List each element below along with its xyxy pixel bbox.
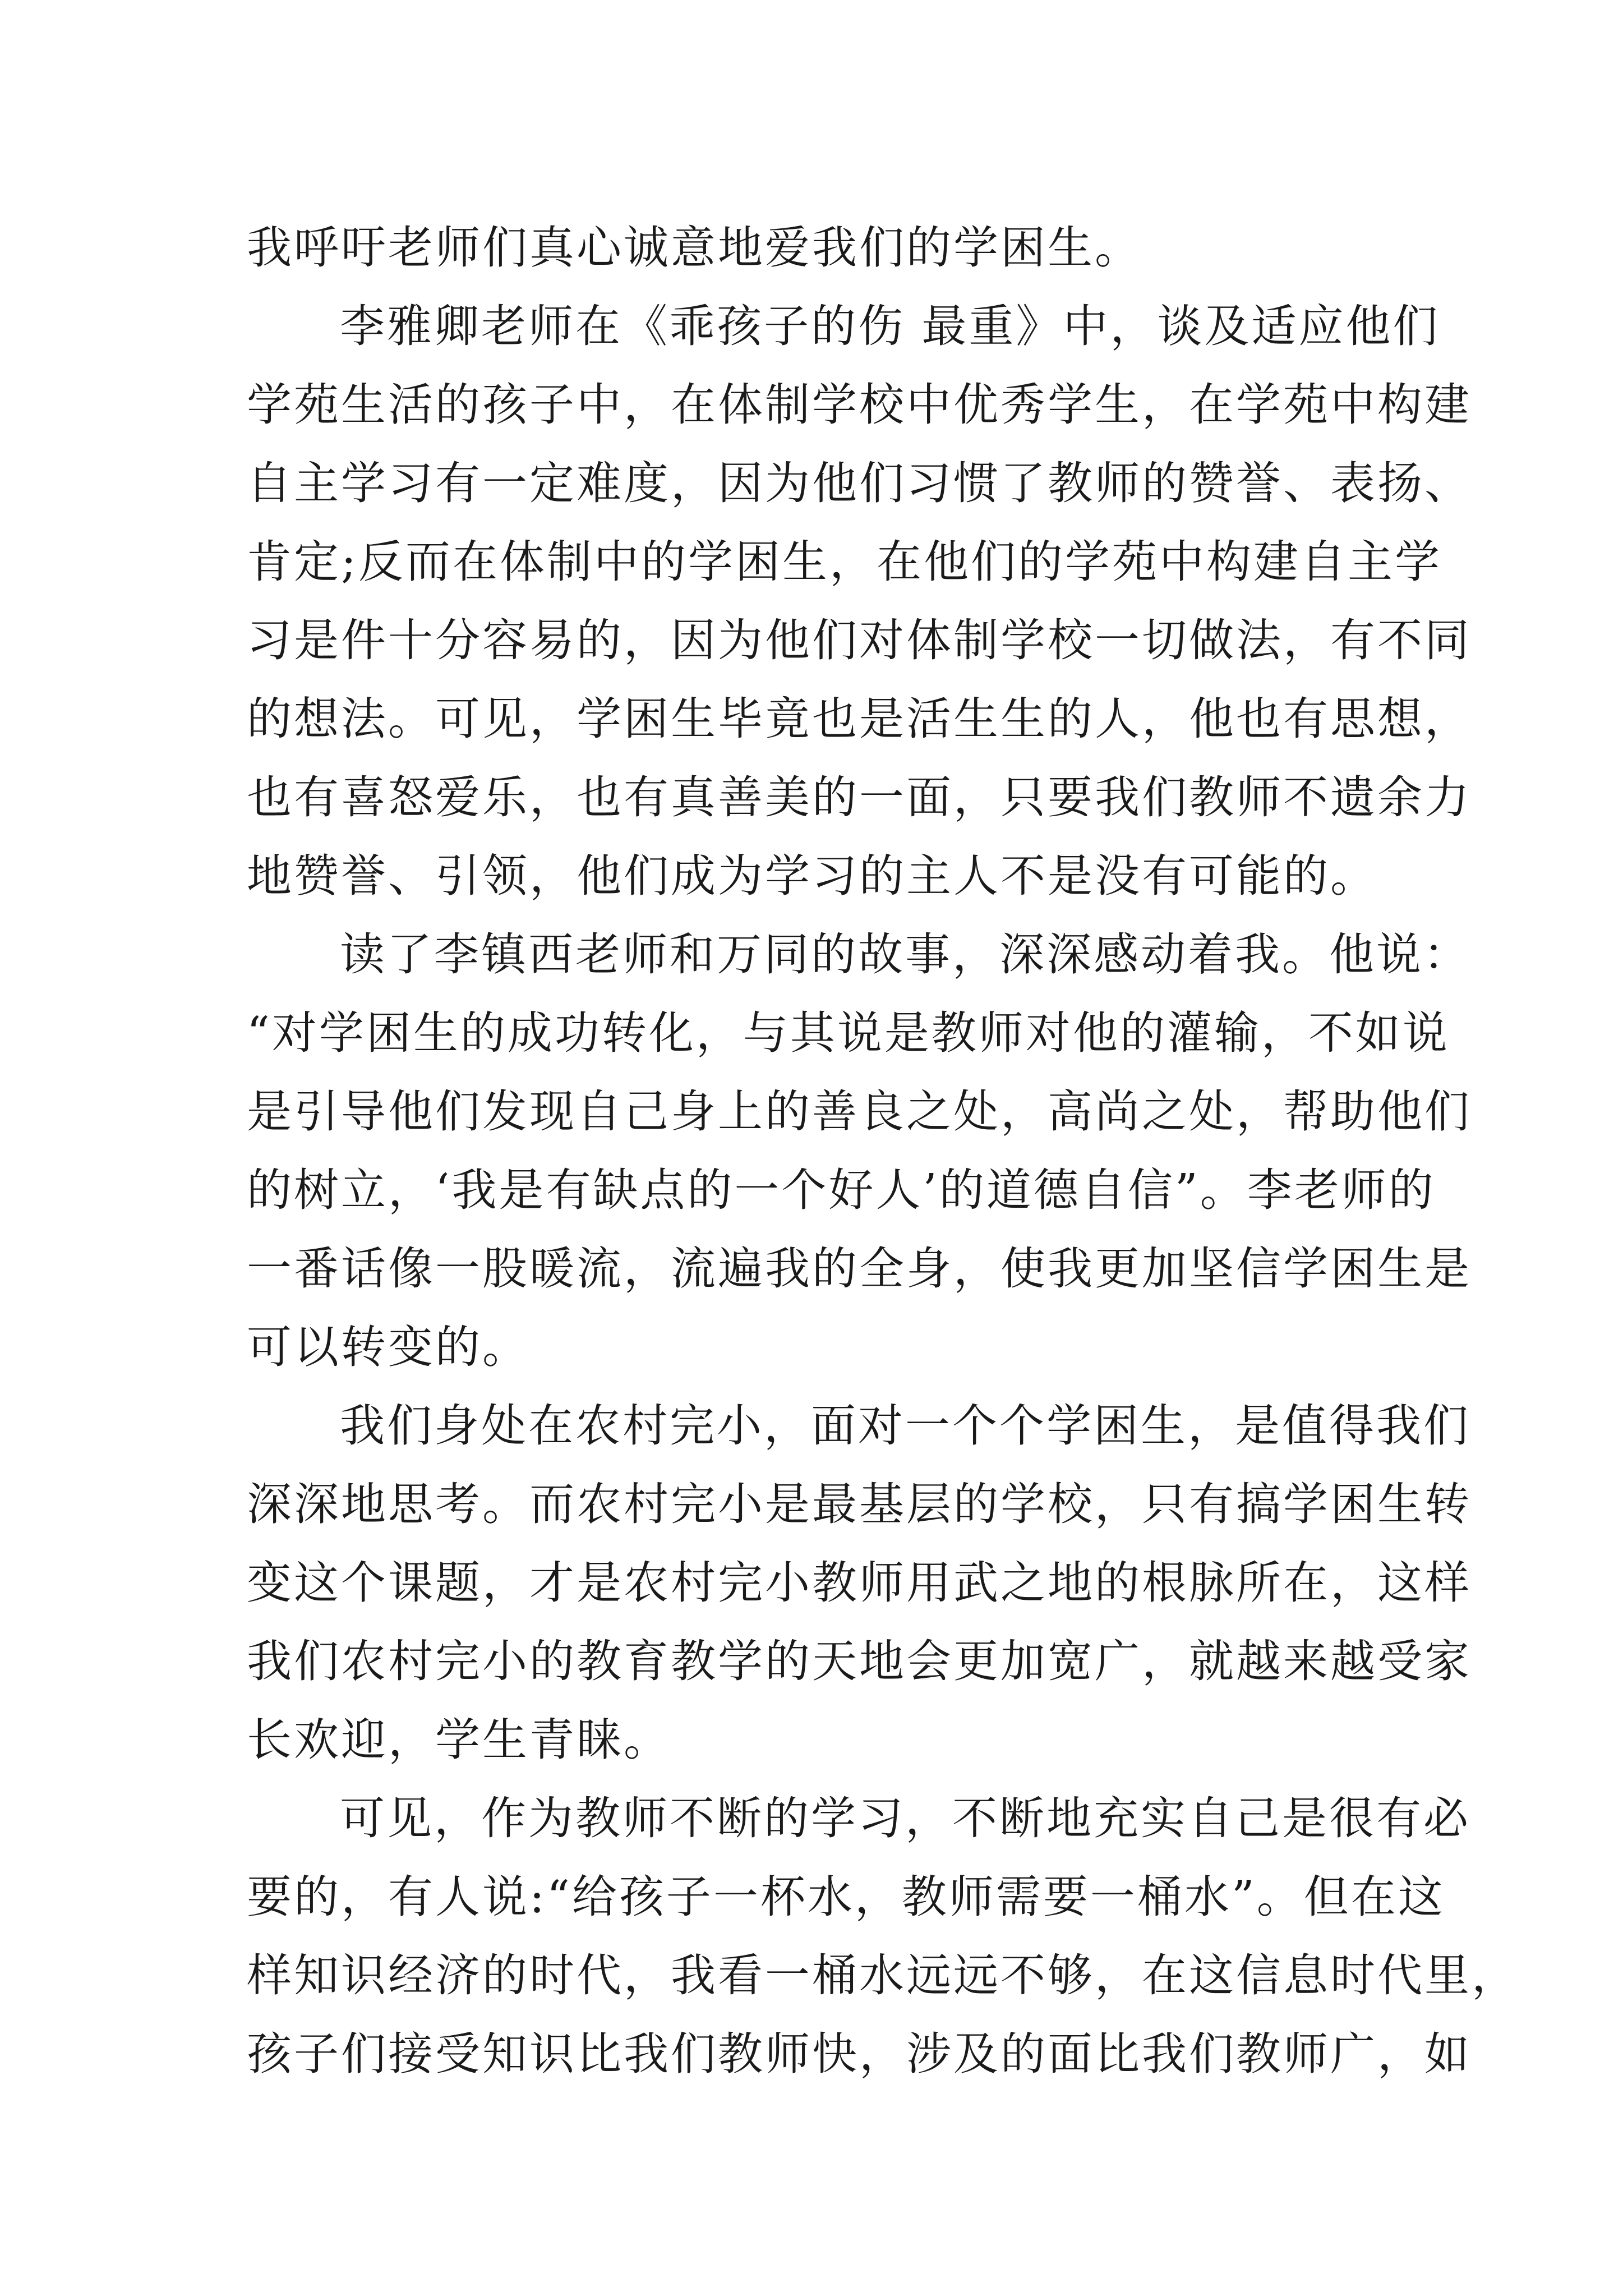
text-line: 我们农村完小的教育教学的天地会更加宽广，就越来越受家	[247, 1635, 1472, 1687]
text-line: “对学困生的成功转化，与其说是教师对他的灌输，不如说	[247, 1007, 1450, 1059]
text-line: 可以转变的。	[247, 1321, 529, 1373]
document-body	[247, 209, 1519, 2093]
text-line: 的想法。可见，学困生毕竟也是活生生的人，他也有思想，	[247, 693, 1472, 745]
text-line: 要的，有人说:“给孩子一杯水，教师需要一桶水”。但在这	[247, 1871, 1445, 1923]
text-line: 肯定;反而在体制中的学困生，在他们的学苑中构建自主学	[247, 536, 1442, 588]
text-line: 一番话像一股暖流，流遍我的全身，使我更加坚信学困生是	[247, 1243, 1472, 1295]
text-line: 孩子们接受知识比我们教师快，涉及的面比我们教师广，如	[247, 2028, 1472, 2080]
text-line: 习是件十分容易的，因为他们对体制学校一切做法，有不同	[247, 614, 1472, 666]
text-line: 样知识经济的时代，我看一桶水远远不够，在这信息时代里，	[247, 1949, 1519, 2001]
text-line: 变这个课题，才是农村完小教师用武之地的根脉所在，这样	[247, 1557, 1472, 1609]
text-line: 的树立，‘我是有缺点的一个好人’的道德自信”。李老师的	[247, 1164, 1436, 1216]
text-line: 我们身处在农村完小，面对一个个学困生，是值得我们	[340, 1400, 1470, 1452]
text-line: 学苑生活的孩子中，在体制学校中优秀学生，在学苑中构建	[247, 379, 1472, 431]
text-line: 长欢迎，学生青睐。	[247, 1714, 671, 1766]
text-line: 自主学习有一定难度，因为他们习惯了教师的赞誉、表扬、	[247, 457, 1472, 509]
text-line: 深深地思考。而农村完小是最基层的学校，只有搞学困生转	[247, 1478, 1472, 1530]
text-line: 是引导他们发现自己身上的善良之处，高尚之处，帮助他们	[247, 1085, 1472, 1138]
text-line: 可见，作为教师不断的学习，不断地充实自己是很有必	[340, 1792, 1470, 1844]
text-line: 我呼吁老师们真心诚意地爱我们的学困生。	[247, 222, 1142, 274]
text-line: 地赞誉、引领，他们成为学习的主人不是没有可能的。	[247, 850, 1377, 902]
text-line: 也有喜怒爱乐，也有真善美的一面，只要我们教师不遗余力	[247, 771, 1472, 823]
text-line: 李雅卿老师在《乖孩子的伤 最重》中，谈及适应他们	[340, 300, 1440, 352]
text-line: 读了李镇西老师和万同的故事，深深感动着我。他说：	[340, 928, 1470, 981]
